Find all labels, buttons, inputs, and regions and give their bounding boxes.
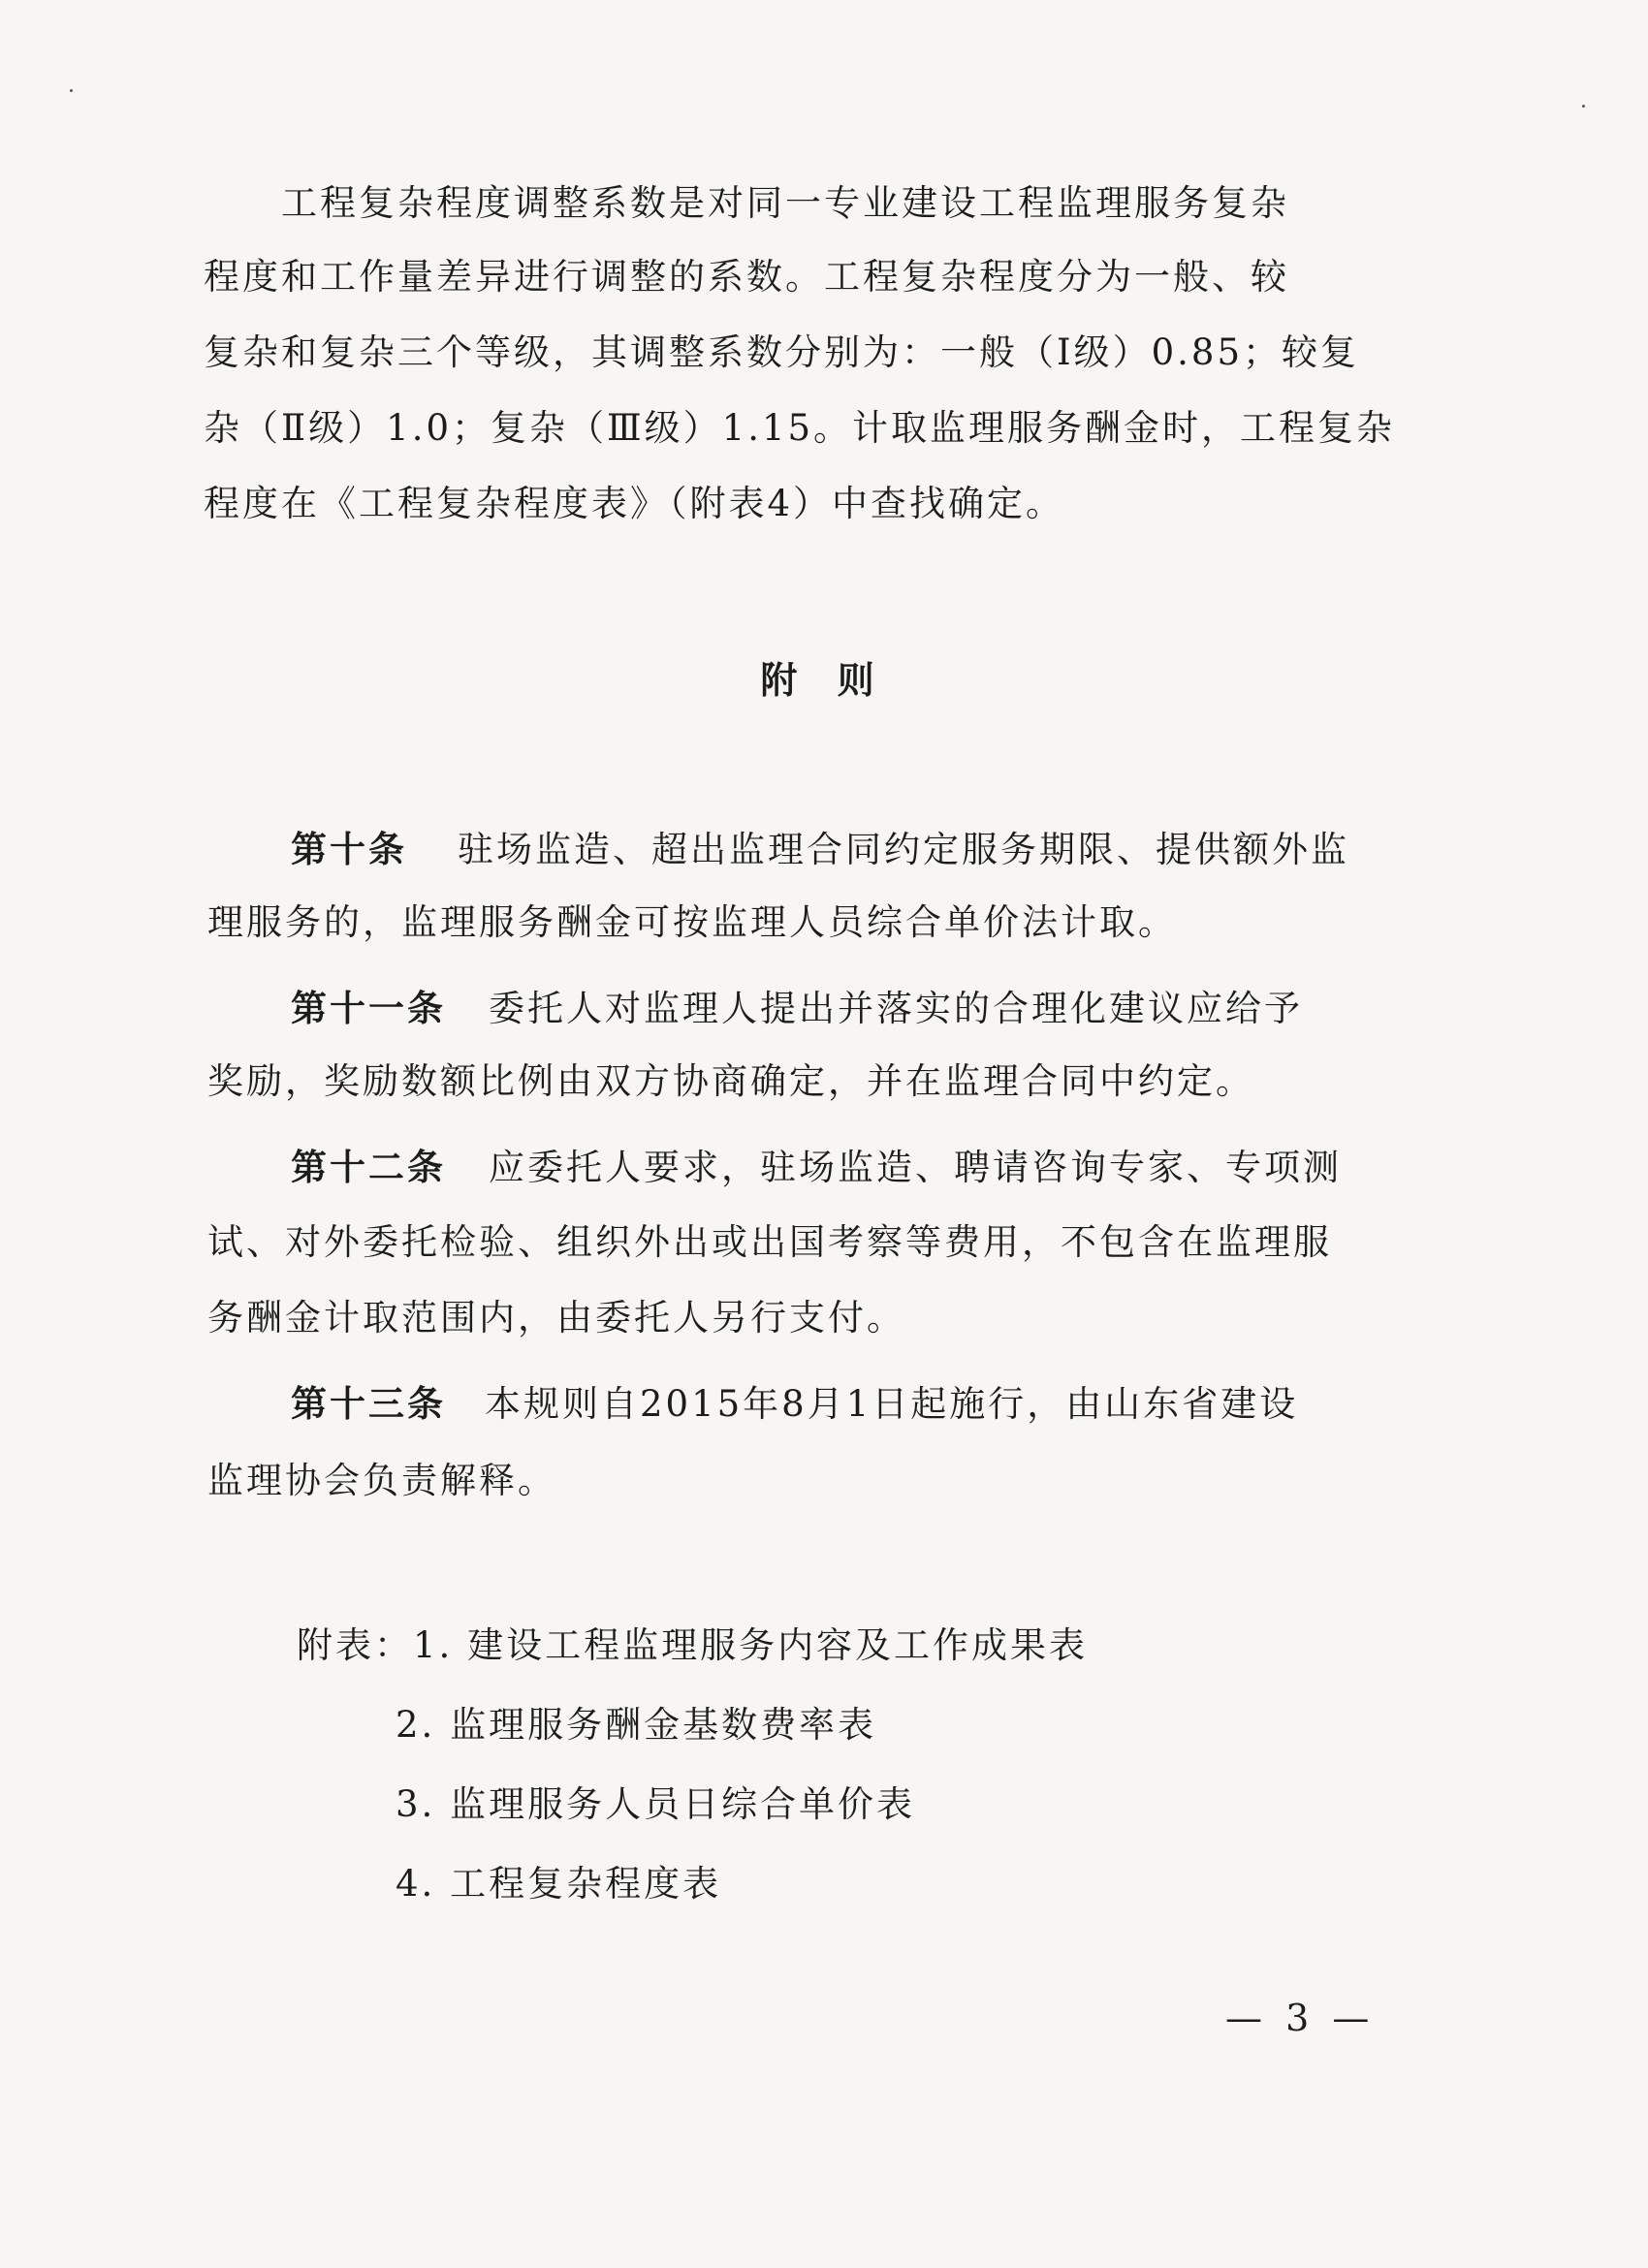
article-text: 委托人对监理人提出并落实的合理化建议应给予: [489, 988, 1303, 1029]
attachments-first-line: [297, 1622, 1088, 1669]
article-label: 第十二条: [291, 1146, 446, 1188]
article-line: 务酬金计取范围内，由委托人另行支付。: [207, 1297, 905, 1339]
article-first-line: [291, 1144, 1342, 1191]
article-label: 第十三条: [291, 1382, 446, 1425]
article-text: 应委托人要求，驻场监造、聘请咨询专家、专项测: [489, 1147, 1342, 1188]
attachment-item: 3. 监理服务人员日综合单价表: [396, 1783, 916, 1825]
article-line: 试、对外委托检验、组织外出或出国考察等费用，不包含在监理服: [207, 1221, 1332, 1263]
article-label: 第十条: [291, 828, 407, 870]
attachment-item: 2. 监理服务酬金基数费率表: [396, 1704, 877, 1746]
scan-speck: [1582, 105, 1585, 108]
attachments-label: 附表：: [297, 1624, 413, 1666]
article-label: 第十一条: [291, 987, 446, 1029]
article-text: 本规则自2015年8月1日起施行，由山东省建设: [485, 1383, 1299, 1425]
paragraph-line: 复杂和复杂三个等级，其调整系数分别为：一般（Ⅰ级）0.85；较复: [204, 331, 1359, 373]
scan-speck: [70, 89, 73, 92]
article-line: 理服务的，监理服务酬金可按监理人员综合单价法计取。: [207, 901, 1177, 943]
article-first-line: [291, 826, 1349, 873]
page-number: — 3 —: [1225, 1997, 1376, 2039]
article-first-line: [291, 1380, 1298, 1428]
article-line: 奖励，奖励数额比例由双方协商确定，并在监理合同中约定。: [207, 1060, 1254, 1102]
attachment-item: 4. 工程复杂程度表: [396, 1863, 722, 1905]
attachment-item: 1. 建设工程监理服务内容及工作成果表: [413, 1624, 1089, 1666]
article-line: 监理协会负责解释。: [207, 1460, 556, 1501]
paragraph-line: 工程复杂程度调整系数是对同一专业建设工程监理服务复杂: [281, 182, 1289, 224]
paragraph-line: 程度在《工程复杂程度表》（附表4）中查找确定。: [204, 483, 1065, 524]
paragraph-line: 程度和工作量差异进行调整的系数。工程复杂程度分为一般、较: [204, 256, 1289, 298]
article-first-line: [291, 985, 1303, 1032]
article-text: 驻场监造、超出监理合同约定服务期限、提供额外监: [458, 829, 1349, 870]
paragraph-line: 杂（Ⅱ级）1.0；复杂（Ⅲ级）1.15。计取监理服务酬金时，工程复杂: [204, 407, 1396, 449]
section-heading: 附 则: [760, 658, 888, 702]
